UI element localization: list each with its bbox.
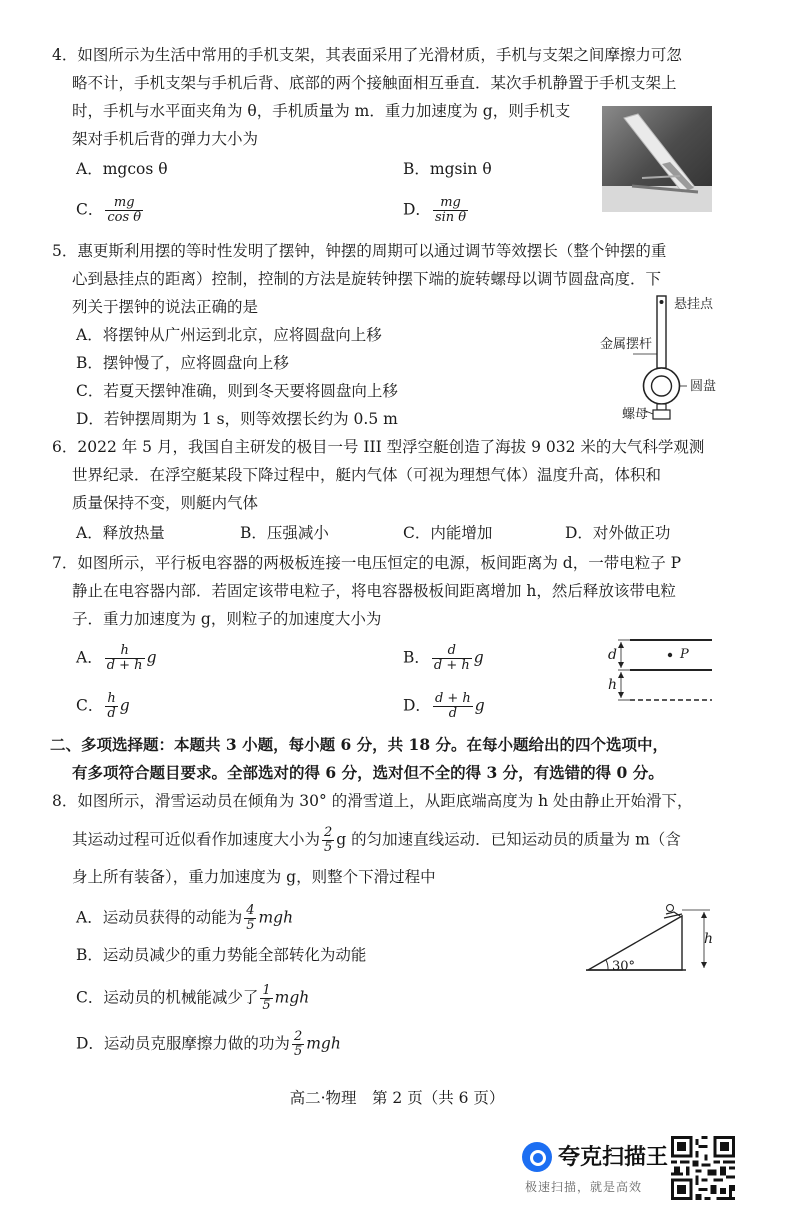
- q7-option-d: D． $\frac{d + h}{d}$ g: [403, 691, 485, 721]
- quark-logo-icon: [522, 1142, 552, 1172]
- q5-line3: 列关于摆钟的说法正确的是: [72, 298, 259, 316]
- label-rod: 金属摆杆: [600, 337, 653, 352]
- q4-option-a: A．mgcos θ: [76, 160, 168, 178]
- section2-line1: 二、多项选择题：本题共 3 小题，每小题 6 分，共 18 分。在每小题给出的四个选项中，: [50, 735, 669, 754]
- q5-option-c: C．若夏天摆钟准确，则到冬天要将圆盘向上移: [76, 382, 398, 400]
- q6-line3: 质量保持不变，则艇内气体: [72, 494, 259, 512]
- q5-line1: 5．惠更斯利用摆的等时性发明了摆钟，钟摆的周期可以通过调节等效摆长（整个钟摆的重: [52, 242, 667, 260]
- q8-option-a: A．运动员获得的动能为 $\frac{4}{5}$ mgh: [76, 903, 294, 933]
- q5-option-a: A．将摆钟从广州运到北京，应将圆盘向上移: [76, 326, 382, 344]
- q4-option-d: D． $\frac{mg}{\text{sin θ}}$: [403, 195, 467, 225]
- q7-line3: 子．重力加速度为 g，则粒子的加速度大小为: [72, 610, 382, 628]
- q5-option-b: B．摆钟慢了，应将圆盘向上移: [76, 354, 289, 372]
- q8-line2: 其运动过程可近似看作加速度大小为 $\frac{2}{5}$ g 的匀加速直线运动．已知运动员的质量为 m（含: [72, 825, 681, 855]
- label-height: h: [704, 931, 714, 947]
- qr-code-icon: [671, 1136, 735, 1200]
- capacitor-diagram: [600, 628, 716, 708]
- q8-option-c: C．运动员的机械能减少了 $\frac{1}{5}$ mgh: [76, 983, 310, 1013]
- q4-line3: 时，手机与水平面夹角为 θ，手机质量为 m．重力加速度为 g，则手机支: [72, 102, 571, 120]
- section2-line2: 有多项符合题目要求。全部选对的得 6 分，选对但不全的得 3 分，有选错的得 0 分。: [72, 763, 664, 782]
- brand-tagline: 极速扫描，就是高效: [525, 1180, 643, 1194]
- q6-option-b: B．压强减小: [240, 524, 329, 542]
- page-footer: 高二·物理 第 2 页（共 6 页）: [289, 1089, 505, 1107]
- q8-option-d: D．运动员克服摩擦力做的功为 $\frac{2}{5}$ mgh: [76, 1029, 341, 1059]
- label-d: d: [608, 647, 617, 663]
- label-pivot: 悬挂点: [674, 297, 714, 312]
- q7-option-b: B． $\frac{d}{d + h}$ g: [403, 643, 484, 673]
- q6-option-c: C．内能增加: [403, 524, 493, 542]
- q7-option-a: A． $\frac{h}{d + h}$ g: [76, 643, 157, 673]
- label-h: h: [608, 677, 618, 693]
- label-angle: 30°: [612, 959, 636, 974]
- q8-line3: 身上所有装备），重力加速度为 g，则整个下滑过程中: [72, 868, 436, 886]
- q6-option-a: A．释放热量: [76, 524, 165, 542]
- q4-option-c: C． $\frac{mg}{\text{cos θ}}$: [76, 195, 142, 225]
- q4-line1: 4．如图所示为生活中常用的手机支架，其表面采用了光滑材质，手机与支架之间摩擦力可忽: [52, 46, 682, 64]
- q5-option-d: D．若钟摆周期为 1 s，则等效摆长约为 0.5 m: [76, 410, 398, 428]
- q4-option-b: B．mgsin θ: [403, 160, 492, 178]
- brand-name: 夸克扫描王: [558, 1145, 669, 1170]
- q8-line1: 8．如图所示，滑雪运动员在倾角为 30° 的滑雪道上，从距底端高度为 h 处由静止开始滑下，: [52, 792, 693, 810]
- q7-line1: 7．如图所示，平行板电容器的两极板连接一电压恒定的电源，板间距离为 d，一带电粒子 P: [52, 554, 682, 572]
- q6-line2: 世界纪录．在浮空艇某段下降过程中，艇内气体（可视为理想气体）温度升高，体积和: [72, 466, 662, 484]
- ski-slope-diagram: [586, 894, 716, 976]
- q7-line2: 静止在电容器内部．若固定该带电粒子，将电容器极板间距离增加 h，然后释放该带电粒: [72, 582, 676, 600]
- q6-line1: 6．2022 年 5 月，我国自主研发的极目一号 III 型浮空艇创造了海拔 9 032 米的大气科学观测: [52, 438, 705, 456]
- label-nut: 螺母: [622, 407, 649, 422]
- q5-line2: 心到悬挂点的距离）控制，控制的方法是旋转钟摆下端的旋转螺母以调节圆盘高度．下: [72, 270, 662, 288]
- q4-line2: 略不计，手机支架与手机后背、底部的两个接触面相互垂直．某次手机静置于手机支架上: [72, 74, 677, 92]
- q7-option-c: C． $\frac{h}{d}$ g: [76, 691, 130, 721]
- q6-option-d: D．对外做正功: [565, 524, 671, 542]
- q8-option-b: B．运动员减少的重力势能全部转化为动能: [76, 946, 367, 964]
- label-disk: 圆盘: [690, 379, 717, 394]
- q4-line4: 架对手机后背的弹力大小为: [72, 130, 259, 148]
- phone-stand-photo: [602, 106, 712, 212]
- label-p: P: [680, 647, 689, 662]
